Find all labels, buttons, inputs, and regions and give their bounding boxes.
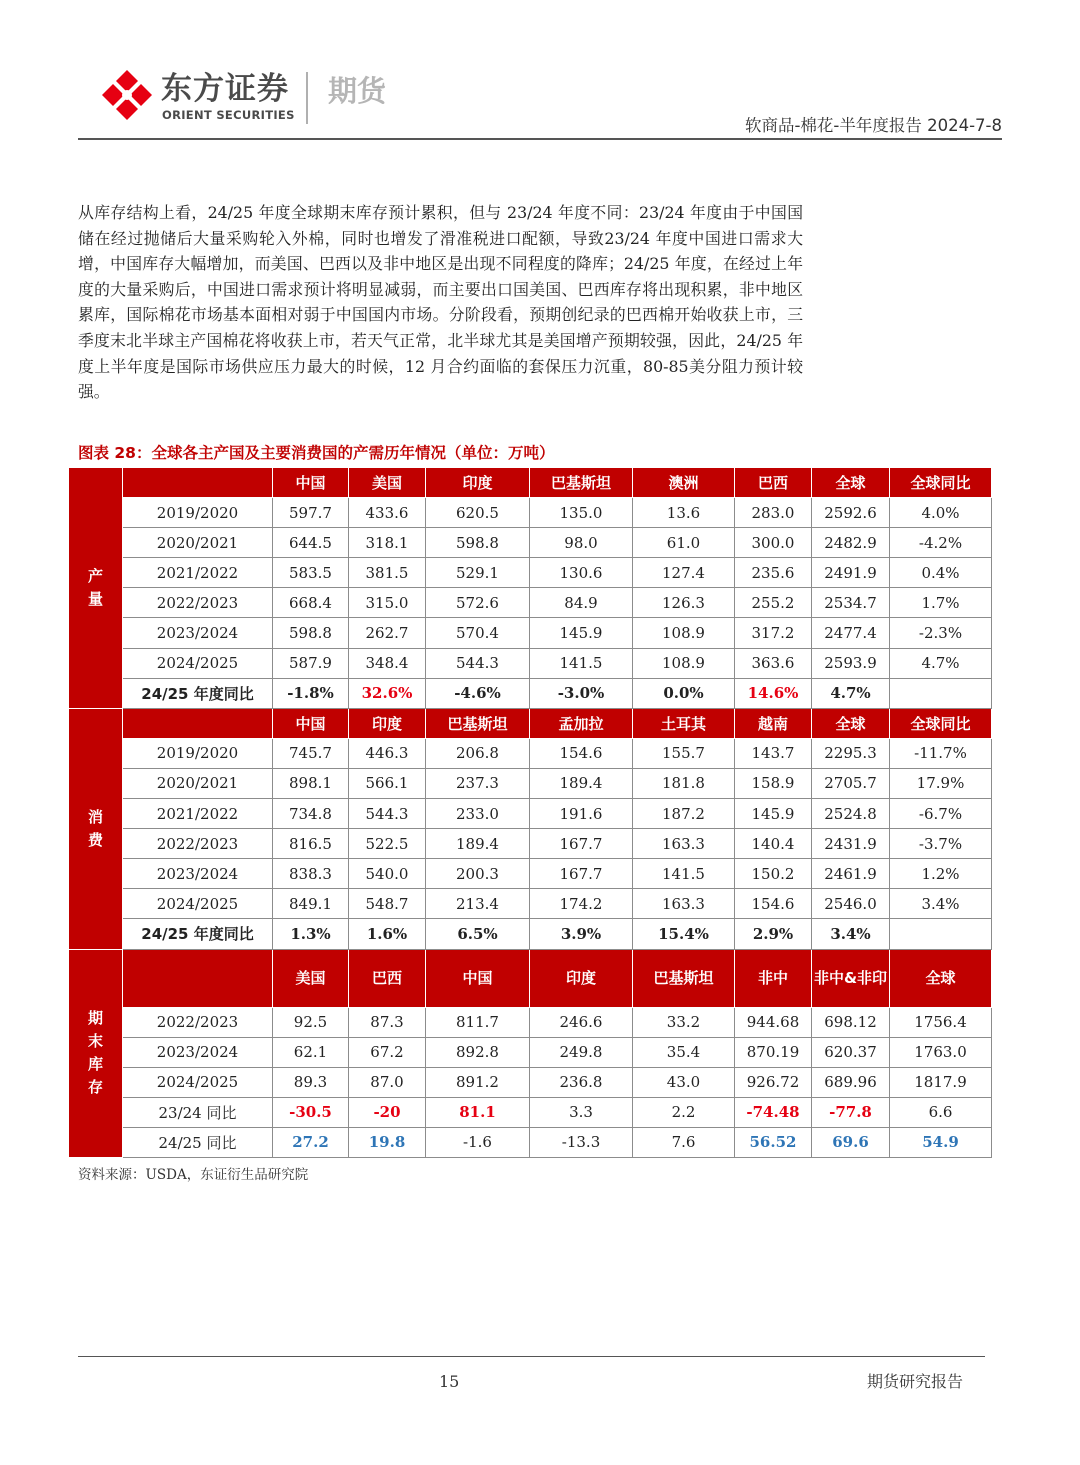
table-cell: 15.4%	[633, 919, 735, 949]
table-cell: 745.7	[273, 738, 349, 768]
table-row	[69, 738, 992, 768]
table-cell: 3.4%	[812, 919, 890, 949]
row-label: 24/25 同比	[123, 1127, 273, 1157]
brand-name-cn: 东方证券	[161, 71, 289, 107]
table-cell: 2524.8	[812, 799, 890, 829]
table-cell: 6.6	[890, 1097, 992, 1127]
table-cell: 926.72	[735, 1067, 812, 1097]
table-cell: 200.3	[426, 859, 530, 889]
table-cell: 236.8	[530, 1067, 633, 1097]
row-label: 2024/2025	[123, 1067, 273, 1097]
table-cell: 255.2	[735, 588, 812, 618]
brand-subtitle: 期货	[328, 74, 387, 108]
table-cell: 87.3	[349, 1007, 426, 1037]
section-label	[69, 708, 123, 949]
row-label: 23/24 同比	[123, 1097, 273, 1127]
table-row	[69, 829, 992, 859]
table-cell: 6.5%	[426, 919, 530, 949]
table-cell: 4.7%	[812, 678, 890, 708]
row-label: 2019/2020	[123, 738, 273, 768]
table-cell: 548.7	[349, 889, 426, 919]
table-header-cell: 美国	[273, 949, 349, 1007]
table-header-cell: 土耳其	[633, 708, 735, 738]
table-header-cell: 巴西	[735, 468, 812, 498]
table-cell	[890, 919, 992, 949]
table-cell: 19.8	[349, 1127, 426, 1157]
report-tag: 软商品-棉花-半年度报告 2024-7-8	[744, 116, 1002, 135]
table-cell: 3.9%	[530, 919, 633, 949]
table-cell: 84.9	[530, 588, 633, 618]
table-cell: 620.37	[812, 1037, 890, 1067]
table-cell: 620.5	[426, 498, 530, 528]
table-header-cell: 澳洲	[633, 468, 735, 498]
table-cell: 698.12	[812, 1007, 890, 1037]
table-cell: 317.2	[735, 618, 812, 648]
table-cell: 17.9%	[890, 768, 992, 798]
table-cell: 135.0	[530, 498, 633, 528]
row-label: 2021/2022	[123, 558, 273, 588]
table-cell: 433.6	[349, 498, 426, 528]
table-cell: 237.3	[426, 768, 530, 798]
table-cell: 262.7	[349, 618, 426, 648]
section-label	[69, 468, 123, 709]
table-cell: 689.96	[812, 1067, 890, 1097]
row-label: 2022/2023	[123, 588, 273, 618]
row-label: 2022/2023	[123, 829, 273, 859]
table-header-cell: 巴西	[349, 949, 426, 1007]
figure-title: 图表 28：全球各主产国及主要消费国的产需历年情况（单位：万吨）	[78, 444, 555, 462]
table-yoy-row	[69, 678, 992, 708]
table-cell: 206.8	[426, 738, 530, 768]
table-cell: 892.8	[426, 1037, 530, 1067]
table-header-cell: 中国	[426, 949, 530, 1007]
page-number: 15	[439, 1372, 460, 1391]
table-cell: 14.6%	[735, 678, 812, 708]
table-cell: 598.8	[273, 618, 349, 648]
table-cell: 3.4%	[890, 889, 992, 919]
table-cell: 140.4	[735, 829, 812, 859]
table-header-row	[69, 949, 992, 1007]
table-header-blank	[123, 708, 273, 738]
table-yoy-row	[69, 919, 992, 949]
row-label: 24/25 年度同比	[123, 919, 273, 949]
table-cell: -3.7%	[890, 829, 992, 859]
table-cell: 155.7	[633, 738, 735, 768]
table-header-cell: 非中&非印	[812, 949, 890, 1007]
table-cell: 2.2	[633, 1097, 735, 1127]
table-header-blank	[123, 468, 273, 498]
table-cell: 283.0	[735, 498, 812, 528]
table-cell: 61.0	[633, 528, 735, 558]
table-cell: 87.0	[349, 1067, 426, 1097]
table-cell: 56.52	[735, 1127, 812, 1157]
table-cell: -13.3	[530, 1127, 633, 1157]
table-cell: 158.9	[735, 768, 812, 798]
table-cell: 233.0	[426, 799, 530, 829]
section-label	[69, 949, 123, 1157]
table-cell: 544.3	[349, 799, 426, 829]
table-header-cell: 全球同比	[890, 468, 992, 498]
table-cell: 35.4	[633, 1037, 735, 1067]
section-label-text: 消费	[87, 807, 103, 849]
table-cell: 108.9	[633, 648, 735, 678]
table-cell: 191.6	[530, 799, 633, 829]
table-row	[69, 1127, 992, 1157]
header-divider	[306, 72, 308, 124]
table-header-cell: 中国	[273, 468, 349, 498]
table-header-cell: 孟加拉	[530, 708, 633, 738]
table-cell: -2.3%	[890, 618, 992, 648]
table-cell: -30.5	[273, 1097, 349, 1127]
table-cell: 92.5	[273, 1007, 349, 1037]
table-cell: 150.2	[735, 859, 812, 889]
table-cell: 2534.7	[812, 588, 890, 618]
table-row	[69, 528, 992, 558]
table-cell: 141.5	[633, 859, 735, 889]
table-cell: 849.1	[273, 889, 349, 919]
table-header-cell: 全球	[812, 468, 890, 498]
table-cell: -1.8%	[273, 678, 349, 708]
table-cell: 126.3	[633, 588, 735, 618]
table-cell: 2477.4	[812, 618, 890, 648]
table-cell: 2546.0	[812, 889, 890, 919]
table-cell: 2705.7	[812, 768, 890, 798]
table-cell: -77.8	[812, 1097, 890, 1127]
table-row	[69, 859, 992, 889]
table-row	[69, 1007, 992, 1037]
table-cell: 54.9	[890, 1127, 992, 1157]
table-cell: 32.6%	[349, 678, 426, 708]
table-cell: 1.7%	[890, 588, 992, 618]
footer-tag: 期货研究报告	[866, 1372, 963, 1391]
table-row	[69, 889, 992, 919]
table-cell: -11.7%	[890, 738, 992, 768]
table-cell: 544.3	[426, 648, 530, 678]
table-cell: 7.6	[633, 1127, 735, 1157]
table-cell: 0.0%	[633, 678, 735, 708]
row-label: 2023/2024	[123, 859, 273, 889]
table-header-cell: 美国	[349, 468, 426, 498]
table-cell: 167.7	[530, 859, 633, 889]
table-cell: 189.4	[426, 829, 530, 859]
table-cell: 898.1	[273, 768, 349, 798]
table-row	[69, 588, 992, 618]
table-cell: 4.0%	[890, 498, 992, 528]
table-cell: -74.48	[735, 1097, 812, 1127]
table-cell: 163.3	[633, 829, 735, 859]
table-header-cell: 越南	[735, 708, 812, 738]
row-label: 2023/2024	[123, 1037, 273, 1067]
table-header-cell: 中国	[273, 708, 349, 738]
table-cell: 154.6	[735, 889, 812, 919]
table-cell: 2.9%	[735, 919, 812, 949]
table-header-cell: 非中	[735, 949, 812, 1007]
table-cell: 174.2	[530, 889, 633, 919]
table-cell: 89.3	[273, 1067, 349, 1097]
table-header-cell: 印度	[530, 949, 633, 1007]
table-cell: 0.4%	[890, 558, 992, 588]
table-cell: 870.19	[735, 1037, 812, 1067]
table-header-cell: 全球	[812, 708, 890, 738]
table-cell: 69.6	[812, 1127, 890, 1157]
table-cell: 235.6	[735, 558, 812, 588]
table-cell: 522.5	[349, 829, 426, 859]
table-cell: 566.1	[349, 768, 426, 798]
table-cell: 2593.9	[812, 648, 890, 678]
table-cell: 154.6	[530, 738, 633, 768]
row-label: 2024/2025	[123, 889, 273, 919]
table-cell: 838.3	[273, 859, 349, 889]
table-header-cell: 印度	[426, 468, 530, 498]
table-cell: 27.2	[273, 1127, 349, 1157]
table-cell: 644.5	[273, 528, 349, 558]
table-header-cell: 全球	[890, 949, 992, 1007]
table-row	[69, 768, 992, 798]
table-header-cell: 巴基斯坦	[530, 468, 633, 498]
brand-name-en: ORIENT SECURITIES	[162, 108, 295, 122]
table-cell: 33.2	[633, 1007, 735, 1037]
table-cell: 668.4	[273, 588, 349, 618]
table-cell: 98.0	[530, 528, 633, 558]
table-cell: -4.2%	[890, 528, 992, 558]
row-label: 2024/2025	[123, 648, 273, 678]
table-cell: -6.7%	[890, 799, 992, 829]
body-paragraph: 从库存结构上看，24/25 年度全球期末库存预计累积，但与 23/24 年度不同：23/24 年度由于中国国储在经过抛储后大量采购轮入外棉，同时也增发了滑准税进口配额，导致23/24 年度中国进口需求大增，中国库存大幅增加，而美国、巴西以及非中地区是出现不同程度的降库；24/25 年度，在经过上年度的大量采购后，中国进口需求预计将明显减弱，而主要出口国美国、巴西库存将出现积累，非中地区累库，国际棉花市场基本面相对弱于中国国内市场。分阶段看，预期创纪录的巴西棉开始收获上市，三季度末北半球主产国棉花将收获上市，若天气正常，北半球尤其是美国增产预期较强，因此，24/25 年度上半年度是国际市场供应压力最大的时候，12 月合约面临的套保压力沉重，80-85美分阻力预计较强。	[78, 203, 803, 402]
table-row	[69, 648, 992, 678]
table-cell: 81.1	[426, 1097, 530, 1127]
orient-securities-logo-icon	[100, 68, 154, 122]
table-cell: 163.3	[633, 889, 735, 919]
table-cell: 529.1	[426, 558, 530, 588]
table-cell: 597.7	[273, 498, 349, 528]
table-cell: 1.6%	[349, 919, 426, 949]
table-row	[69, 1067, 992, 1097]
table-cell: 2491.9	[812, 558, 890, 588]
row-label: 2019/2020	[123, 498, 273, 528]
table-cell: 318.1	[349, 528, 426, 558]
table-cell: 2461.9	[812, 859, 890, 889]
table-cell: 189.4	[530, 768, 633, 798]
table-cell: 108.9	[633, 618, 735, 648]
table-cell: 540.0	[349, 859, 426, 889]
table-cell: 583.5	[273, 558, 349, 588]
table-cell: 300.0	[735, 528, 812, 558]
table-cell: 3.3	[530, 1097, 633, 1127]
row-label: 2022/2023	[123, 1007, 273, 1037]
table-cell: 145.9	[530, 618, 633, 648]
table-header-cell: 全球同比	[890, 708, 992, 738]
table-header-row	[69, 468, 992, 498]
table-cell: 570.4	[426, 618, 530, 648]
row-label: 24/25 年度同比	[123, 678, 273, 708]
table-cell: 891.2	[426, 1067, 530, 1097]
table-cell: 2482.9	[812, 528, 890, 558]
header-rule	[78, 138, 1002, 140]
table-cell: 572.6	[426, 588, 530, 618]
table-header-cell: 巴基斯坦	[426, 708, 530, 738]
table-cell: 145.9	[735, 799, 812, 829]
table-cell	[890, 678, 992, 708]
table-cell: 2431.9	[812, 829, 890, 859]
table-cell: -20	[349, 1097, 426, 1127]
table-cell: 348.4	[349, 648, 426, 678]
table-cell: 363.6	[735, 648, 812, 678]
table-cell: 1763.0	[890, 1037, 992, 1067]
row-label: 2020/2021	[123, 528, 273, 558]
footer-rule	[78, 1356, 985, 1357]
cotton-supply-demand-table	[68, 467, 992, 1158]
table-cell: 734.8	[273, 799, 349, 829]
table-cell: 446.3	[349, 738, 426, 768]
table-cell: -1.6	[426, 1127, 530, 1157]
section-label-text: 期末库存	[87, 1009, 103, 1097]
table-cell: 181.8	[633, 768, 735, 798]
table-cell: 2592.6	[812, 498, 890, 528]
table-cell: -3.0%	[530, 678, 633, 708]
table-header-blank	[123, 949, 273, 1007]
table-cell: 944.68	[735, 1007, 812, 1037]
table-cell: 213.4	[426, 889, 530, 919]
table-cell: 1.2%	[890, 859, 992, 889]
table-header-row	[69, 708, 992, 738]
table-cell: 816.5	[273, 829, 349, 859]
table-cell: 246.6	[530, 1007, 633, 1037]
table-cell: 67.2	[349, 1037, 426, 1067]
table-row	[69, 799, 992, 829]
table-cell: 315.0	[349, 588, 426, 618]
table-cell: 130.6	[530, 558, 633, 588]
table-cell: 2295.3	[812, 738, 890, 768]
table-cell: 167.7	[530, 829, 633, 859]
row-label: 2023/2024	[123, 618, 273, 648]
table-cell: 43.0	[633, 1067, 735, 1097]
table-cell: 381.5	[349, 558, 426, 588]
table-cell: 4.7%	[890, 648, 992, 678]
table-row	[69, 1037, 992, 1067]
table-row	[69, 618, 992, 648]
table-cell: 141.5	[530, 648, 633, 678]
table-row	[69, 498, 992, 528]
table-cell: 1756.4	[890, 1007, 992, 1037]
table-cell: 811.7	[426, 1007, 530, 1037]
table-row	[69, 558, 992, 588]
table-cell: 127.4	[633, 558, 735, 588]
table-cell: 187.2	[633, 799, 735, 829]
table-cell: 13.6	[633, 498, 735, 528]
table-header-cell: 印度	[349, 708, 426, 738]
table-cell: -4.6%	[426, 678, 530, 708]
table-cell: 62.1	[273, 1037, 349, 1067]
table-cell: 598.8	[426, 528, 530, 558]
table-cell: 1.3%	[273, 919, 349, 949]
figure-source: 资料来源：USDA，东证衍生品研究院	[78, 1167, 309, 1183]
row-label: 2020/2021	[123, 768, 273, 798]
table-cell: 143.7	[735, 738, 812, 768]
table-header-cell: 巴基斯坦	[633, 949, 735, 1007]
section-label-text: 产量	[87, 566, 103, 608]
row-label: 2021/2022	[123, 799, 273, 829]
table-row	[69, 1097, 992, 1127]
table-cell: 249.8	[530, 1037, 633, 1067]
table-cell: 587.9	[273, 648, 349, 678]
table-cell: 1817.9	[890, 1067, 992, 1097]
